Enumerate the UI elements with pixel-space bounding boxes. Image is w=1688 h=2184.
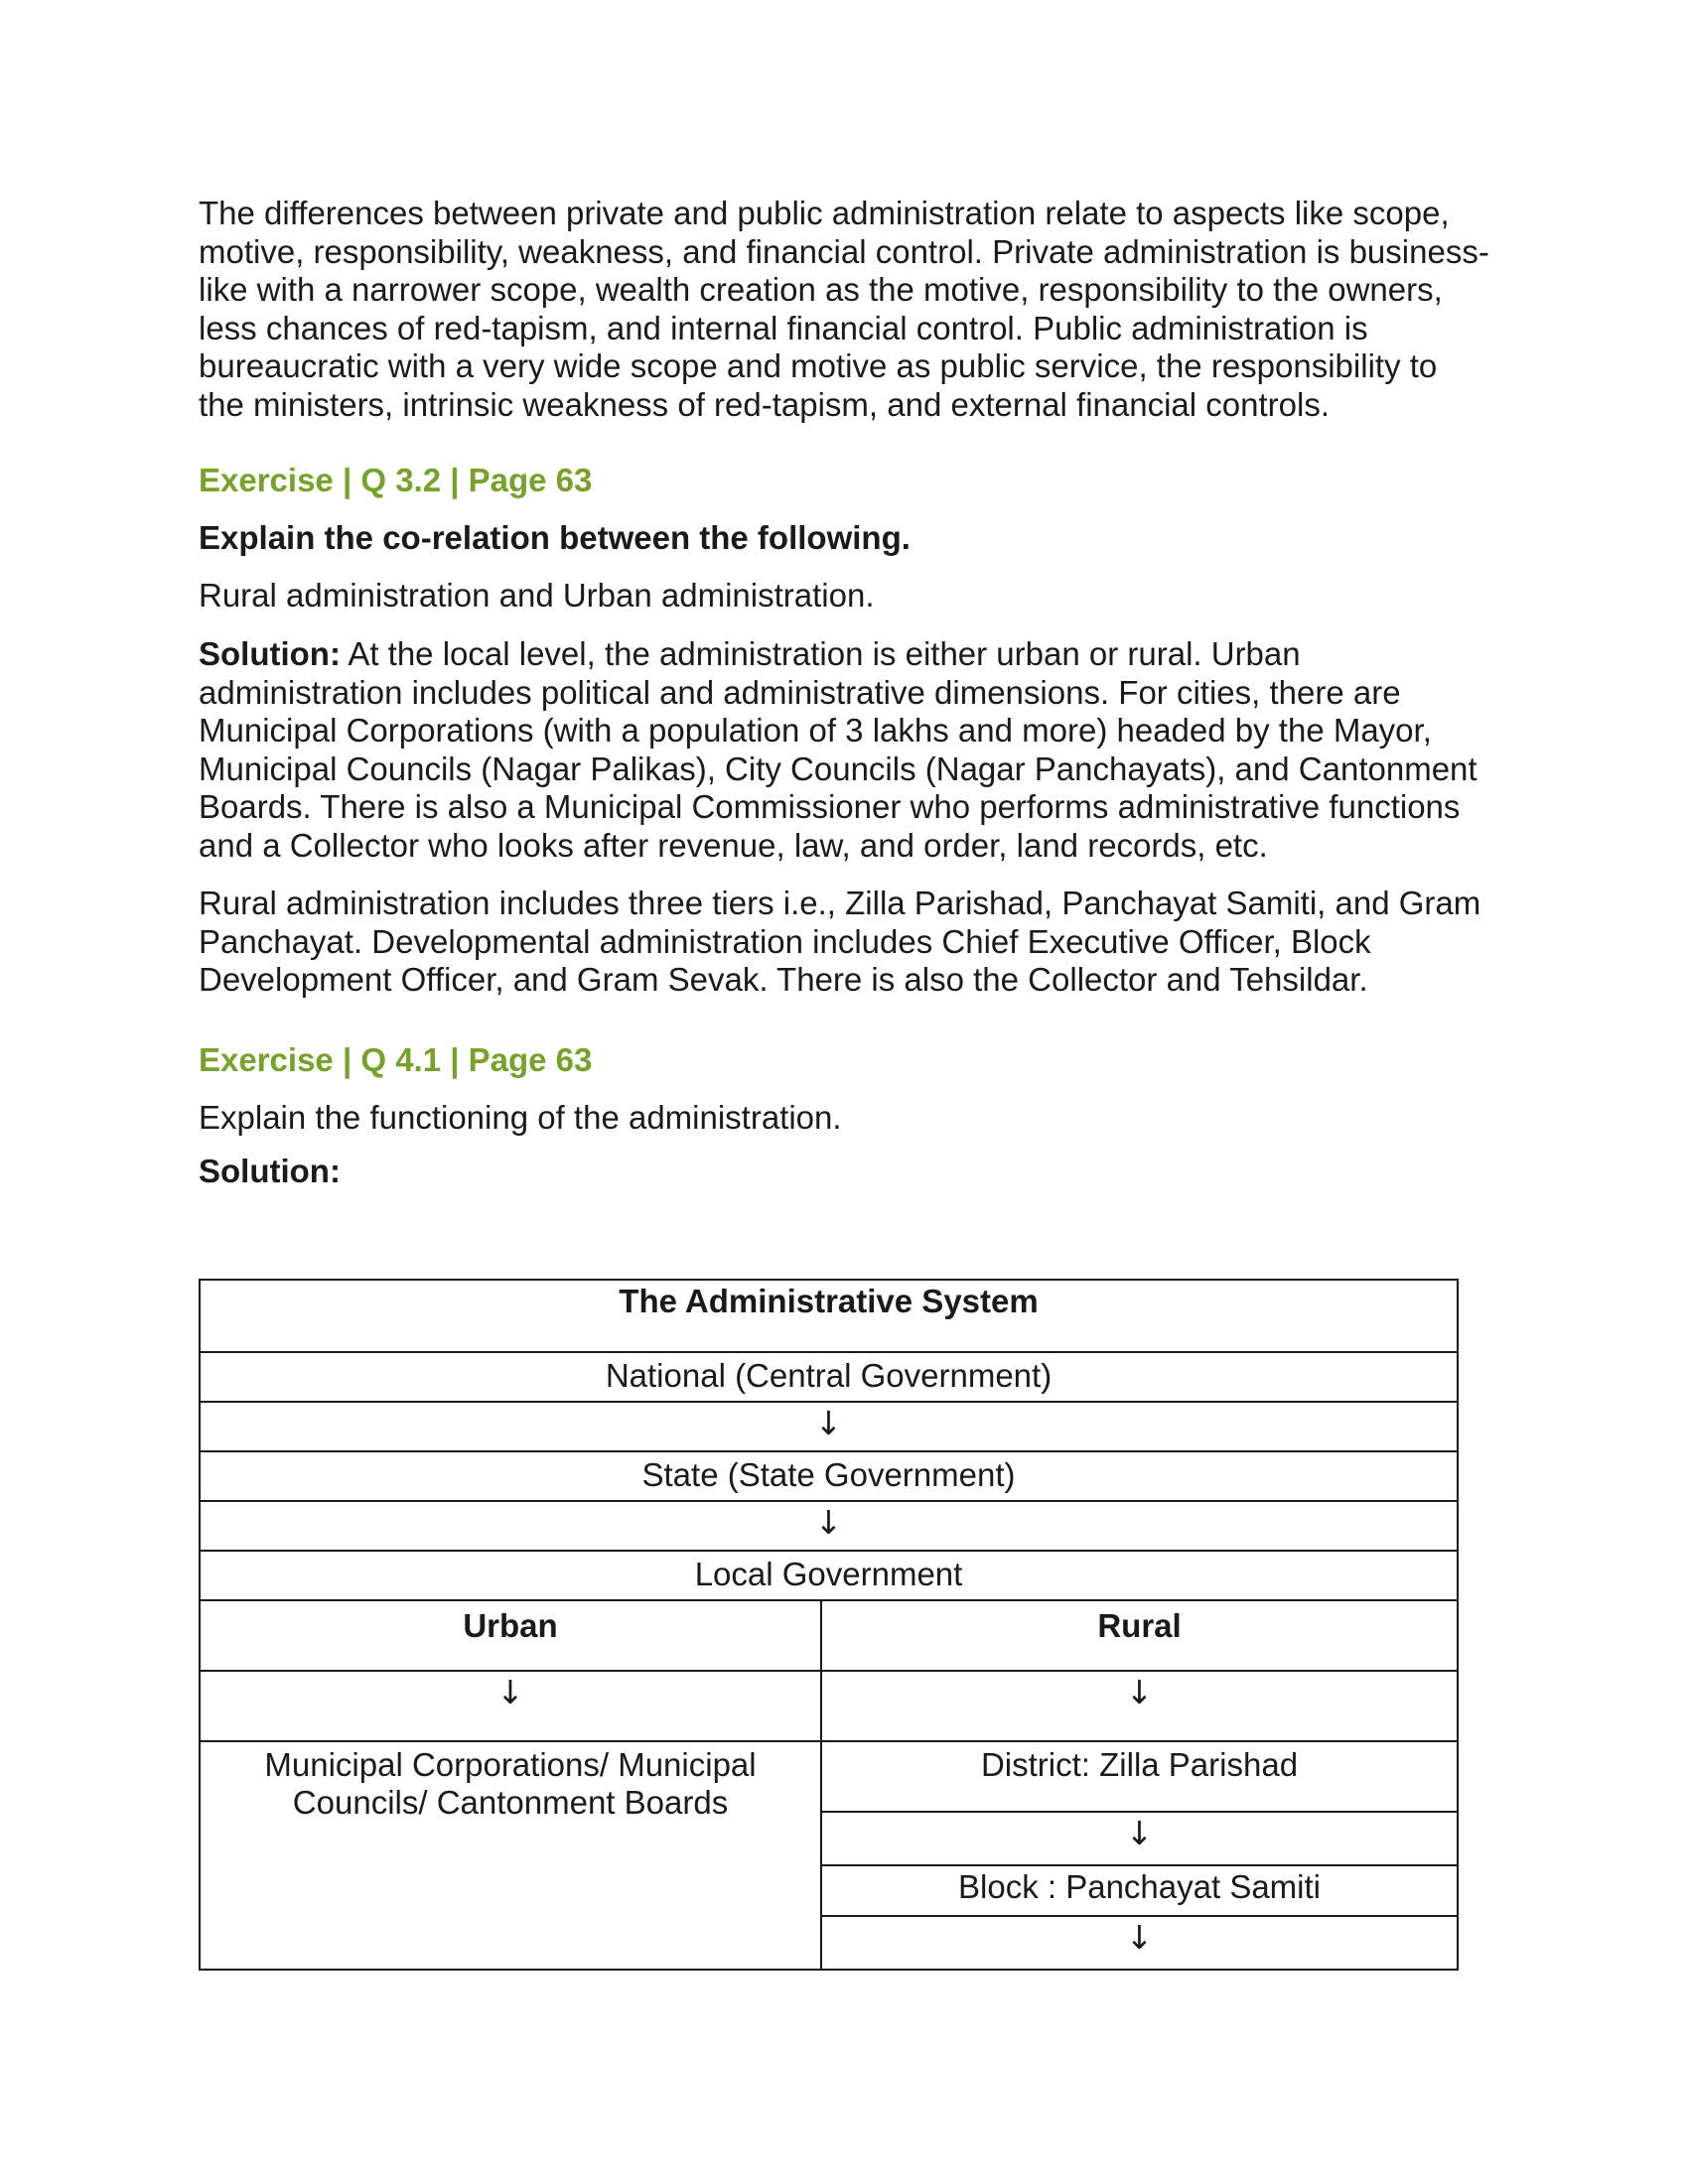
question-text-q3-2: Rural administration and Urban administration. [199, 577, 875, 614]
rural-district: District: Zilla Parishad [980, 1746, 1299, 1783]
table-title-cell [200, 1280, 1458, 1352]
exercise-heading-q4-1: Exercise | Q 4.1 | Page 63 [199, 1040, 593, 1078]
urban-bodies: Municipal Corporations/ Municipal Councils/ Cantonment Boards [264, 1746, 757, 1821]
table-row [200, 1451, 1458, 1501]
local-cell [200, 1551, 1458, 1600]
down-arrow-icon: ↓ [1125, 1814, 1154, 1852]
state-level: State (State Government) [641, 1456, 1016, 1493]
solution-text-1: At the local level, the administration is either urban or rural. Urban administration includes political and administrative dimensions. For cities, there are Municipal Corporations (with a population of 3 lakhs and more) headed by the Mayor, Municipal Councils (Nagar Palikas), City Councils (Nagar Panchayats), and Cantonment Boards. There is also a Municipal Commissioner who performs administrative functions and a Collector who looks after revenue, law, and order, land records, etc. [199, 635, 1477, 864]
solution-paragraph-1 [199, 635, 1489, 865]
local-level: Local Government [694, 1556, 963, 1592]
rural-header-cell [821, 1600, 1458, 1671]
rural-arrow-cell [821, 1671, 1458, 1741]
solution-label: Solution: [199, 635, 341, 672]
exercise-heading-q3-2: Exercise | Q 3.2 | Page 63 [199, 462, 593, 498]
document-page [199, 195, 1489, 1190]
table-row [200, 1551, 1458, 1600]
administrative-system-table [199, 1279, 1459, 1971]
urban-arrow-cell [200, 1671, 821, 1741]
block-cell [821, 1865, 1458, 1916]
solution-paragraph-2: Rural administration includes three tiers i.e., Zilla Parishad, Panchayat Samiti, and Gram Panchayat. Developmental administration includes Chief Executive Officer, Block Development Officer, and Gram Sevak. There is also the Collector and Tehsildar. [199, 885, 1481, 998]
table-row [200, 1402, 1458, 1451]
intro-paragraph: The differences between private and public administration relate to aspects like scope, motive, responsibility, weakness, and financial control. Private administration is business-like with a narrower scope, wealth creation as the motive, responsibility to the owners, less chances of red-tapism, and internal financial control. Public administration is bureaucratic with a very wide scope and motive as public service, the responsibility to the ministers, intrinsic weakness of red-tapism, and external financial controls. [199, 195, 1489, 423]
table-row [200, 1352, 1458, 1402]
table-title: The Administrative System [619, 1283, 1039, 1319]
urban-body-cell [200, 1741, 821, 1970]
table-row [200, 1741, 1458, 1812]
urban-header-cell [200, 1600, 821, 1671]
down-arrow-icon: ↓ [496, 1673, 524, 1711]
table-row [200, 1600, 1458, 1671]
table-row [200, 1501, 1458, 1551]
rural-block: Block : Panchayat Samiti [958, 1868, 1321, 1905]
down-arrow-icon: ↓ [814, 1404, 843, 1442]
table-row [200, 1280, 1458, 1352]
state-cell [200, 1451, 1458, 1501]
urban-header: Urban [463, 1607, 558, 1644]
solution-label-q4-1: Solution: [199, 1152, 341, 1189]
arrow-cell [200, 1402, 1458, 1451]
instruction-text: Explain the co-relation between the following. [199, 519, 911, 556]
rural-arrow-cell [821, 1812, 1458, 1865]
arrow-cell [200, 1501, 1458, 1551]
district-cell [821, 1741, 1458, 1812]
down-arrow-icon: ↓ [1125, 1918, 1154, 1957]
table-row [200, 1671, 1458, 1741]
national-level: National (Central Government) [605, 1357, 1053, 1394]
rural-arrow-cell [821, 1916, 1458, 1970]
national-cell [200, 1352, 1458, 1402]
rural-header: Rural [1097, 1607, 1182, 1644]
down-arrow-icon: ↓ [814, 1503, 843, 1542]
question-text-q4-1: Explain the functioning of the administration. [199, 1098, 842, 1136]
down-arrow-icon: ↓ [1125, 1673, 1154, 1711]
